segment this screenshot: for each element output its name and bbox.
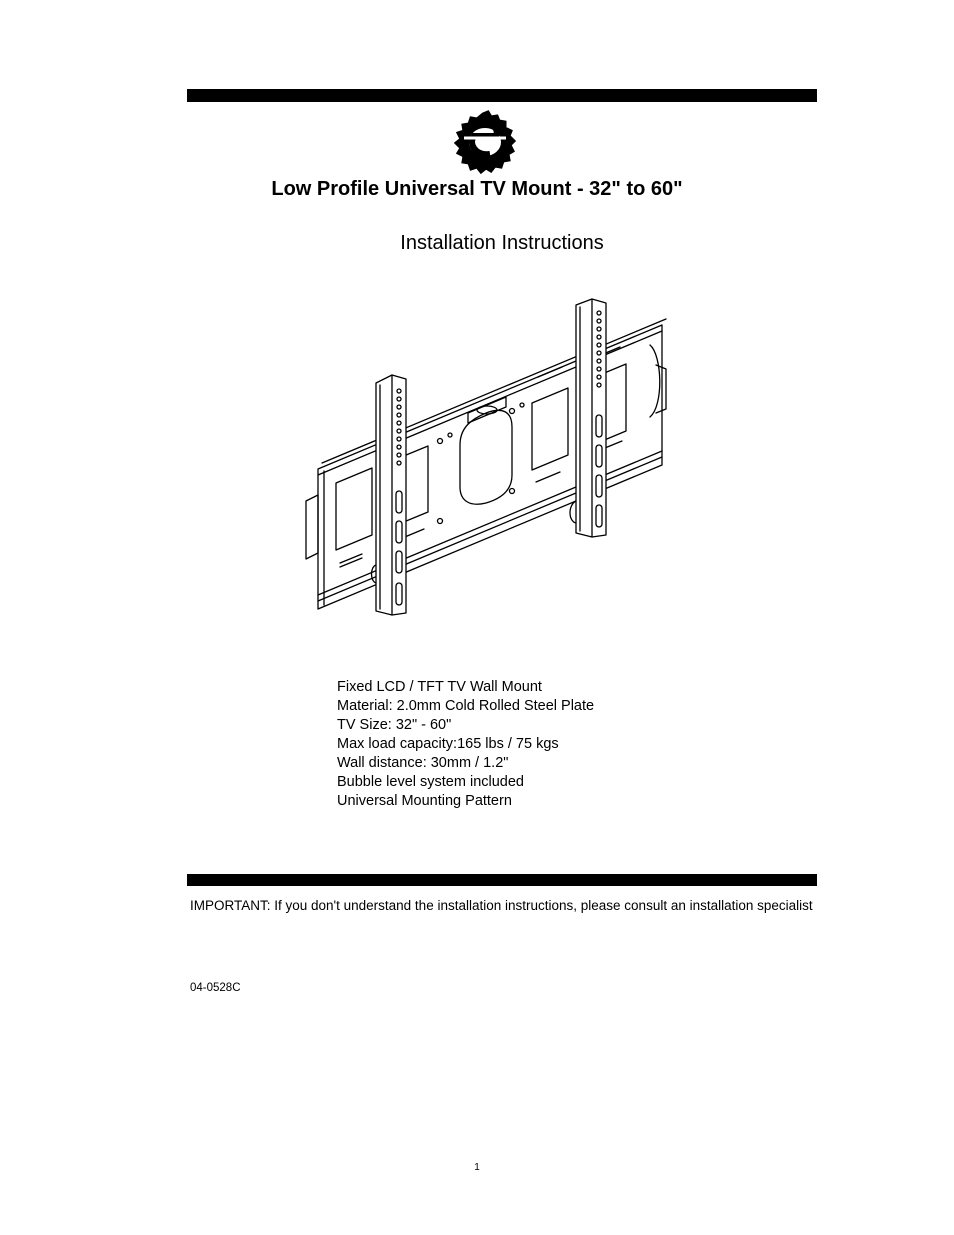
spec-item: Fixed LCD / TFT TV Wall Mount [337,679,542,695]
spec-item: Universal Mounting Pattern [337,793,512,809]
page-number: 1 [474,1162,480,1173]
spec-item: Max load capacity:165 lbs / 75 kgs [337,736,559,752]
page-title: Low Profile Universal TV Mount - 32" to 60" [271,178,683,200]
document-code: 04-0528C [190,982,241,994]
spec-item: Wall distance: 30mm / 1.2" [337,755,509,771]
company-logo-icon [446,108,520,176]
top-divider-bar [187,89,817,102]
spec-list [337,678,594,811]
spec-item: Bubble level system included [337,774,524,790]
tv-wall-mount-bracket-icon [300,295,672,619]
page-subtitle: Installation Instructions [400,232,604,254]
spec-item: TV Size: 32" - 60" [337,717,452,733]
bottom-divider-bar [187,874,817,886]
spec-item: Material: 2.0mm Cold Rolled Steel Plate [337,698,595,714]
important-note: IMPORTANT: If you don't understand the installation instructions, please consult an installation specialist [190,898,813,913]
